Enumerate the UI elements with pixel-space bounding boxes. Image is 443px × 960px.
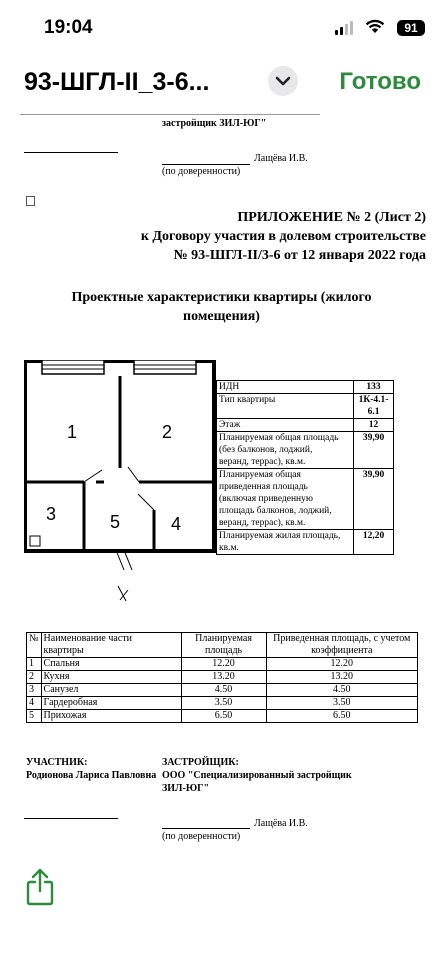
specs-table xyxy=(216,380,394,555)
specs-row xyxy=(217,419,394,432)
table-cell: Санузел xyxy=(41,684,181,697)
spec-label: Планируемая общая приведенная площадь (включая приведенную площадь балконов, лоджий, веранд, террас), кв.м. xyxy=(217,469,354,530)
table-cell: 4 xyxy=(27,697,42,710)
header-cell: Приведенная площадь, с учетом коэффициента xyxy=(266,633,417,658)
table-cell: 1 xyxy=(27,658,42,671)
participant-label: УЧАСТНИК: xyxy=(26,757,88,768)
floor-plan xyxy=(24,360,216,602)
table-cell: Прихожая xyxy=(41,710,181,723)
specs-row xyxy=(217,469,394,530)
status-time: 19:04 xyxy=(44,17,93,38)
appendix-line2: к Договору участия в долевом строительстве xyxy=(140,229,426,244)
table-cell: 2 xyxy=(27,671,42,684)
share-icon[interactable] xyxy=(25,867,55,907)
table-row xyxy=(27,684,418,697)
table-cell: 3.50 xyxy=(266,697,417,710)
table-cell: 5 xyxy=(27,710,42,723)
room-label-2: 2 xyxy=(162,422,173,442)
table-cell: 6.50 xyxy=(266,710,417,723)
document-page xyxy=(0,110,443,855)
developer-name-line2: ЗИЛ-ЮГ" xyxy=(162,783,210,794)
specs-row xyxy=(217,530,394,555)
room-label-1: 1 xyxy=(67,422,78,442)
status-bar xyxy=(0,0,443,60)
specs-row xyxy=(217,394,394,419)
battery-icon: 91 xyxy=(397,20,425,36)
appendix-title: ПРИЛОЖЕНИЕ № 2 (Лист 2) xyxy=(237,210,426,225)
header-cell: Планируемая площадь xyxy=(181,633,266,658)
spec-value: 12 xyxy=(354,419,394,432)
specs-row xyxy=(217,432,394,469)
spec-label: Этаж xyxy=(217,419,354,432)
spec-value: 133 xyxy=(354,381,394,394)
table-cell: Гардеробная xyxy=(41,697,181,710)
room-label-4: 4 xyxy=(171,514,182,534)
bottom-toolbar xyxy=(0,855,443,960)
header-cell: № xyxy=(27,633,42,658)
table-cell: 13.20 xyxy=(181,671,266,684)
bottom-proxy: (по доверенности) xyxy=(162,831,241,842)
table-row xyxy=(27,710,418,723)
bottom-signer: Лащёва И.В. xyxy=(254,818,308,829)
table-cell: Спальня xyxy=(41,658,181,671)
signal-icon xyxy=(335,21,353,35)
table-cell: 12.20 xyxy=(266,658,417,671)
developer-name-line1: ООО "Специализированный застройщик xyxy=(162,770,352,781)
table-cell: 6.50 xyxy=(181,710,266,723)
rooms-table xyxy=(26,632,418,723)
top-signer: Лащёва И.В. xyxy=(254,153,308,164)
spec-label: Тип квартиры xyxy=(217,394,354,419)
heading-line2: помещения) xyxy=(183,309,260,324)
document-title: 93-ШГЛ-II_3-6... xyxy=(24,68,210,96)
developer-label: ЗАСТРОЙЩИК: xyxy=(162,757,239,768)
table-cell: 4.50 xyxy=(181,684,266,697)
nav-bar xyxy=(0,60,443,106)
table-row xyxy=(27,658,418,671)
room-label-5: 5 xyxy=(110,512,121,532)
table-cell: 13.20 xyxy=(266,671,417,684)
table-row xyxy=(27,671,418,684)
appendix-line3: № 93-ШГЛ-II/3-6 от 12 января 2022 года xyxy=(173,248,426,263)
chevron-down-icon[interactable] xyxy=(268,66,298,96)
table-cell: 3 xyxy=(27,684,42,697)
table-cell: 4.50 xyxy=(266,684,417,697)
spec-label: Планируемая общая площадь (без балконов, лоджий, веранд, террас), кв.м. xyxy=(217,432,354,469)
specs-row xyxy=(217,381,394,394)
spec-label: ИДН xyxy=(217,381,354,394)
heading-line1: Проектные характеристики квартиры (жилого xyxy=(71,290,372,305)
participant-name: Родионова Лариса Павловна xyxy=(26,770,157,781)
spec-value: 39,90 xyxy=(354,432,394,469)
table-cell: 3.50 xyxy=(181,697,266,710)
checkbox-icon xyxy=(26,196,35,206)
spec-value: 12,20 xyxy=(354,530,394,555)
wifi-icon xyxy=(365,18,385,34)
header-cell: Наименование части квартиры xyxy=(41,633,181,658)
table-cell: Кухня xyxy=(41,671,181,684)
rooms-table-header xyxy=(27,633,418,658)
done-button[interactable]: Готово xyxy=(339,68,421,95)
spec-label: Планируемая жилая площадь, кв.м. xyxy=(217,530,354,555)
table-row xyxy=(27,697,418,710)
room-label-3: 3 xyxy=(46,504,57,524)
table-cell: 12.20 xyxy=(181,658,266,671)
top-proxy: (по доверенности) xyxy=(162,166,241,177)
spec-value: 39,90 xyxy=(354,469,394,530)
spec-value: 1К-4.1- 6.1 xyxy=(354,394,394,419)
top-developer: застройщик ЗИЛ-ЮГ" xyxy=(162,118,267,129)
